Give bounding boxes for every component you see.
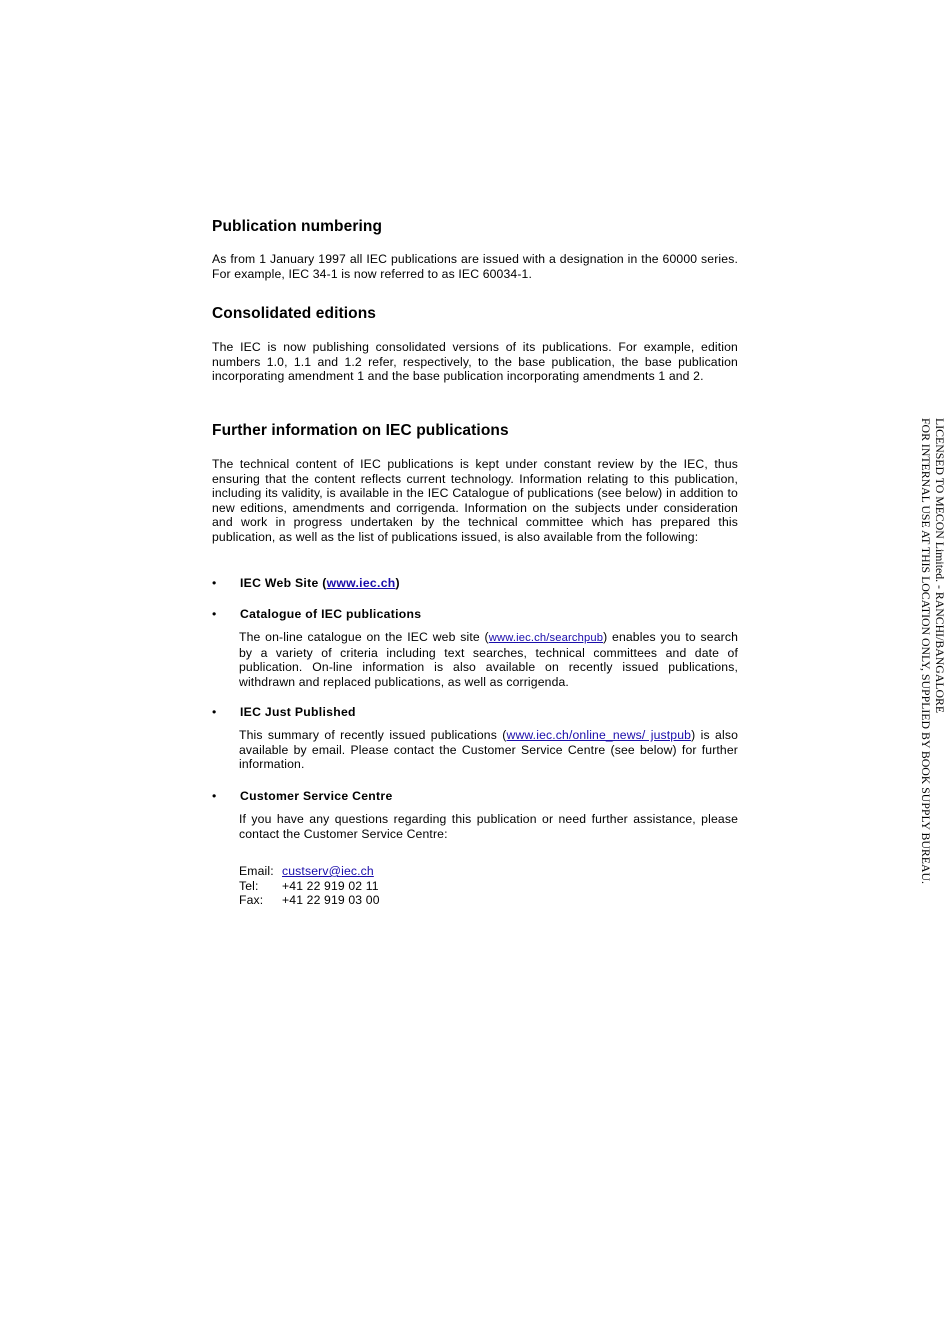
bullet-symbol: • [212, 789, 217, 803]
email-link[interactable]: custserv@iec.ch [282, 864, 374, 878]
paragraph-just-published: This summary of recently issued publications (www.iec.ch/online_news/ justpub) is also available by email. Please contact the Customer Service Centre (see below) for further information. [239, 728, 739, 772]
license-notice-line-2: FOR INTERNAL USE AT THIS LOCATION ONLY, SUPPLIED BY BOOK SUPPLY BUREAU. [919, 418, 933, 884]
heading-further-information: Further information on IEC publications [212, 422, 509, 439]
bullet-title-just-published: IEC Just Published [240, 705, 356, 719]
tel-value: +41 22 919 02 11 [282, 879, 379, 893]
link-searchpub[interactable]: www.iec.ch/searchpub [488, 632, 604, 644]
bullet-symbol: • [212, 705, 217, 719]
paragraph-customer-service: If you have any questions regarding this publication or need further assistance, please contact the Customer Service Centre: [239, 812, 738, 841]
contact-fax-row [239, 893, 380, 908]
license-notice [917, 418, 947, 938]
heading-consolidated-editions: Consolidated editions [212, 305, 376, 322]
bullet-symbol: • [212, 607, 217, 621]
bullet-title-web-site: IEC Web Site (www.iec.ch) [240, 576, 400, 590]
link-iec-web-site[interactable]: www.iec.ch [326, 576, 396, 590]
contact-email-row [239, 864, 374, 879]
fax-value: +41 22 919 03 00 [282, 893, 380, 907]
link-justpub[interactable]: www.iec.ch/online_news/ justpub [506, 728, 692, 742]
heading-publication-numbering: Publication numbering [212, 218, 383, 235]
paragraph-further-information: The technical content of IEC publications is kept under constant review by the IEC, thus ensuring that the content reflects current technology. Information relating to this publication, including its validity, is available in the IEC Catalogue of publications (see below) in addition to new editions, amendments and corrigenda. Information on the subjects under consideration and work in progress undertaken by the technical committee which has prepared this publication, as well as the list of publications issued, is also available from the following: [212, 457, 738, 544]
contact-tel-row [239, 879, 379, 894]
bullet-title-catalogue: Catalogue of IEC publications [240, 607, 422, 621]
bullet-title-customer-service: Customer Service Centre [240, 789, 393, 803]
email-label: Email: [239, 864, 274, 878]
bullet-symbol: • [212, 576, 217, 590]
license-notice-line-1: LICENSED TO MECON Limited. - RANCHI/BANGALORE [933, 418, 947, 714]
paragraph-publication-numbering: As from 1 January 1997 all IEC publications are issued with a designation in the 60000 series. For example, IEC 34-1 is now referred to as IEC 60034-1. [212, 252, 738, 281]
paragraph-consolidated-editions: The IEC is now publishing consolidated versions of its publications. For example, edition numbers 1.0, 1.1 and 1.2 refer, respectively, to the base publication, the base publication incorporating amendment 1 and the base publication incorporating amendments 1 and 2. [212, 340, 738, 384]
paragraph-catalogue: The on-line catalogue on the IEC web site (www.iec.ch/searchpub) enables you to search by a variety of criteria including text searches, technical committees and date of publication. On-line information is also available on recently issued publications, withdrawn and replaced publications, as well as corrigenda. [239, 630, 739, 689]
tel-label: Tel: [239, 879, 259, 893]
fax-label: Fax: [239, 893, 264, 907]
